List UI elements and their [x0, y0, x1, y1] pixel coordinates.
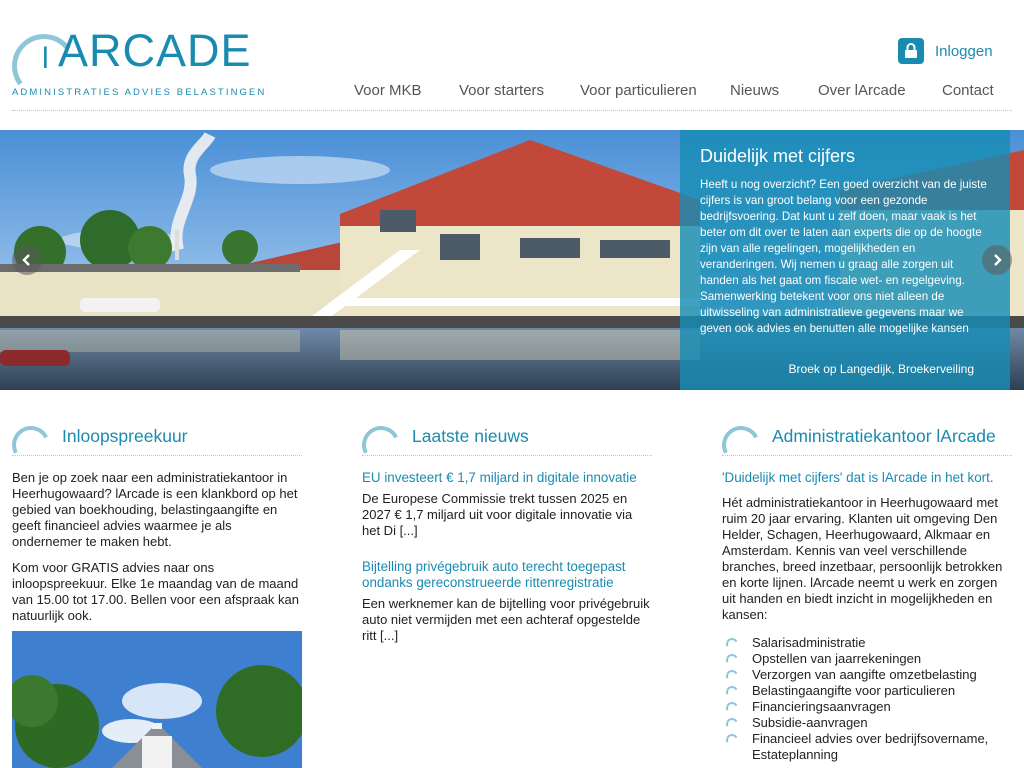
hero-slider — [0, 130, 1024, 390]
list-item — [722, 683, 1012, 699]
intro-paragraph: Ben je op zoek naar een administratiekantoor in Heerhugowaard? lArcade is een klankbord op het gebied van boekhouding, belastingaangifte en geeft financieel advies waarmee je als ondernemer te maken hebt. — [12, 470, 298, 549]
list-item-label: Belastingaangifte voor particulieren — [752, 683, 956, 698]
column-administratiekantoor — [722, 422, 1012, 763]
list-item — [722, 635, 1012, 651]
about-paragraph: Hét administratiekantoor in Heerhugowaard met ruim 20 jaar ervaring. Klanten uit omgeving Den Helder, Schagen, Heerhugowaard, Alkmaar en Amsterdam. Kennis van veel verschillende branches, breed inzetbaar, persoonlijk betrokken en korte lijnen. lArcade neemt u werk en zorgen uit handen en biedt inzicht in mogelijkheden en kansen: — [722, 495, 1003, 622]
column-title: Administratiekantoor lArcade — [772, 426, 996, 446]
hero-location: Broek op Langedijk, Broekerveiling — [788, 362, 974, 376]
hero-title: Duidelijk met cijfers — [700, 146, 856, 166]
list-item — [722, 651, 1012, 667]
list-item-label: Financieel advies over bedrijfsovername, Estateplanning — [752, 731, 989, 762]
spreekuur-paragraph: Kom voor GRATIS advies naar ons inloopspreekuur. Elke 1e maandag van de maand van 15.00 tot 17.00. Bellen voor een afspraak kan natuurlijk ook. — [12, 560, 299, 623]
nav-item-contact[interactable]: Contact — [942, 82, 994, 99]
arc-icon — [717, 421, 765, 469]
arc-bullet-icon — [724, 732, 739, 747]
nav-item-over[interactable]: Over lArcade — [818, 82, 906, 99]
chevron-right-icon — [990, 253, 1004, 267]
news-item-title[interactable]: Bijtelling privégebruik auto terecht toegepast ondanks gereconstrueerde rittenregistratie — [362, 559, 626, 590]
news-item-text: Een werknemer kan de bijtelling voor privégebruik auto niet vermijden met een achteraf opgestelde ritt [...] — [362, 596, 650, 643]
list-item-label: Salarisadministratie — [752, 635, 866, 650]
column-inloopspreekuur — [12, 422, 302, 634]
office-photo — [12, 631, 302, 768]
main-nav — [0, 82, 1024, 102]
column-header — [722, 422, 1012, 456]
slider-prev-button[interactable] — [12, 245, 42, 275]
arc-bullet-icon — [724, 684, 739, 699]
column-header — [362, 422, 652, 456]
services-list — [722, 635, 1012, 763]
arc-icon — [7, 421, 55, 469]
logo-tagline: ADMINISTRATIES ADVIES BELASTINGEN — [12, 87, 267, 98]
nav-item-particulieren[interactable]: Voor particulieren — [580, 82, 697, 99]
chevron-left-icon — [20, 253, 34, 267]
list-item-label: Verzorgen van aangifte omzetbelasting — [752, 667, 977, 682]
logo-letter: l — [42, 42, 49, 75]
hero-caption — [680, 130, 1010, 390]
login-label: Inloggen — [935, 42, 993, 60]
arc-bullet-icon — [724, 652, 739, 667]
column-title: Laatste nieuws — [412, 426, 529, 446]
list-item-label: Financieringsaanvragen — [752, 699, 891, 714]
nav-item-mkb[interactable]: Voor MKB — [354, 82, 422, 99]
list-item — [722, 667, 1012, 683]
list-item — [722, 699, 1012, 715]
column-header — [12, 422, 302, 456]
hero-text: Heeft u nog overzicht? Een goed overzicht van de juiste cijfers is van groot belang voor een gezonde bedrijfsvoering. Dat kunt u zelf doen, maar vaak is het beter om dit over te laten aan experts die op de hoogte zijn van alle regelingen, mogelijkheden en veranderingen. Wij nemen u graag alle zorgen uit handen als het gaat om fiscale wet- en regelgeving. Samenwerking betekent voor ons niet alleen de uitwisseling van administratieve gegevens maar we geven ook advies en benutten alle mogelijke kansen — [700, 178, 987, 335]
arc-bullet-icon — [724, 716, 739, 731]
list-item — [722, 715, 1012, 731]
login-button[interactable] — [898, 38, 993, 64]
arc-bullet-icon — [724, 668, 739, 683]
logo-word: ARCADE — [58, 25, 252, 76]
news-item-title[interactable]: EU investeert € 1,7 miljard in digitale innovatie — [362, 470, 637, 485]
column-title: Inloopspreekuur — [62, 426, 188, 446]
nav-item-starters[interactable]: Voor starters — [459, 82, 545, 99]
nav-divider — [12, 110, 1012, 111]
arc-bullet-icon — [724, 700, 739, 715]
arc-bullet-icon — [724, 636, 739, 651]
slider-next-button[interactable] — [982, 245, 1012, 275]
lock-icon — [898, 38, 924, 64]
nav-item-nieuws[interactable]: Nieuws — [730, 82, 780, 99]
list-item-label: Subsidie-aanvragen — [752, 715, 868, 730]
news-item-text: De Europese Commissie trekt tussen 2025 en 2027 € 1,7 miljard uit voor digitale innovatie via het Di [...] — [362, 491, 633, 538]
arc-icon — [357, 421, 405, 469]
list-item — [722, 731, 1012, 763]
column-subtitle: 'Duidelijk met cijfers' dat is lArcade in het kort. — [722, 470, 994, 485]
column-nieuws — [362, 422, 652, 664]
list-item-label: Opstellen van jaarrekeningen — [752, 651, 922, 666]
